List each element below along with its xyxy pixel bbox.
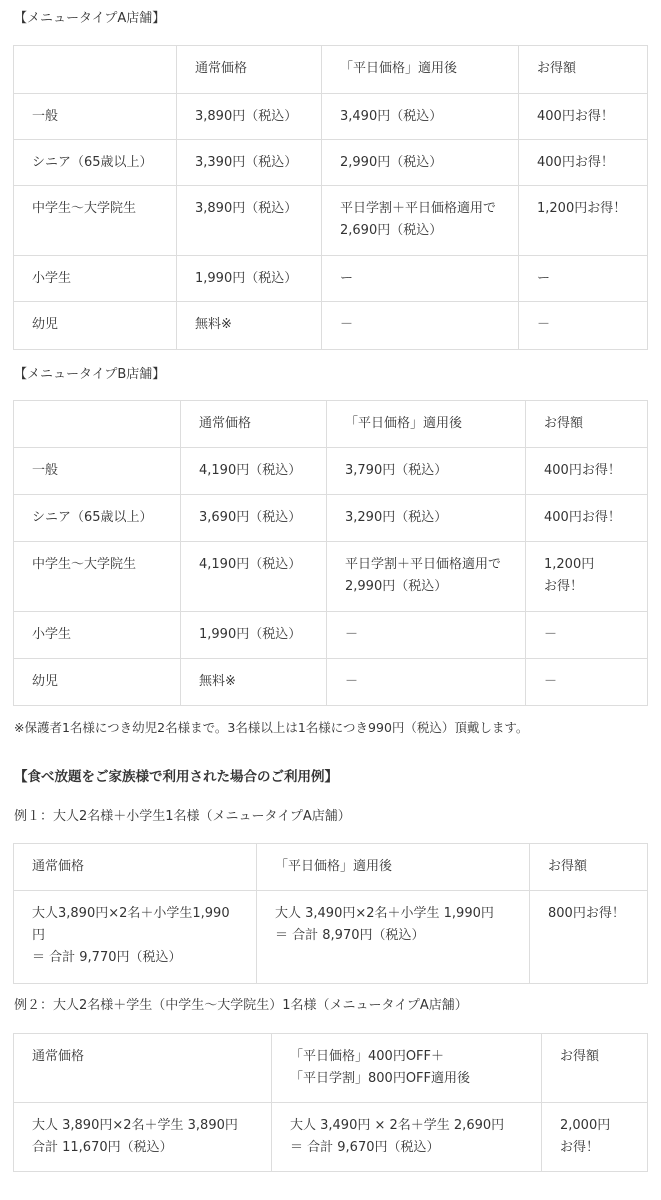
header-cell: 「平日価格」適用後 [257, 844, 530, 891]
family-usage-heading: 【食べ放題をご家族様で利用された場合のご利用例】 [14, 769, 338, 785]
regular-price: 無料※ [177, 302, 322, 350]
table-row [14, 612, 648, 659]
regular-price: 1,990円（税込） [177, 256, 322, 302]
store-a-price-table [13, 45, 648, 350]
saving-amount: 400円お得！ [519, 94, 648, 140]
saving-amount: 400円お得！ [519, 140, 648, 186]
table-row [14, 659, 648, 706]
regular-calculation: 大人 3,890円×2名＋学生 3,890円 合計 11,670円（税込） [14, 1103, 272, 1172]
regular-price: 3,390円（税込） [177, 140, 322, 186]
row-label: 幼児 [14, 659, 181, 706]
table-row [14, 1103, 648, 1172]
store-b-title: 【メニュータイプB店舗】 [14, 367, 166, 382]
table-header-row [14, 844, 648, 891]
table-row [14, 186, 648, 256]
weekday-price: － [322, 302, 519, 350]
regular-price: 無料※ [181, 659, 327, 706]
weekday-price: 平日学割＋平日価格適用で 2,690円（税込） [322, 186, 519, 256]
row-label: 幼児 [14, 302, 177, 350]
header-cell: お得額 [542, 1034, 648, 1103]
table-row [14, 94, 648, 140]
saving-amount: 400円お得！ [526, 448, 648, 495]
row-label: 一般 [14, 94, 177, 140]
example-1-table [13, 843, 648, 984]
regular-price: 3,890円（税込） [177, 94, 322, 140]
table-header-row [14, 46, 648, 94]
header-cell: お得額 [526, 401, 648, 448]
saving-amount: － [519, 302, 648, 350]
example-1-title: 例１：大人2名様＋小学生1名様（メニュータイプA店舗） [14, 809, 351, 824]
weekday-price: 3,790円（税込） [327, 448, 526, 495]
saving-amount: － [526, 659, 648, 706]
store-b-price-table [13, 400, 648, 706]
saving-amount: 400円お得！ [526, 495, 648, 542]
header-cell [14, 46, 177, 94]
regular-price: 1,990円（税込） [181, 612, 327, 659]
regular-price: 4,190円（税込） [181, 448, 327, 495]
row-label: シニア（65歳以上） [14, 495, 181, 542]
regular-calculation: 大人3,890円×2名＋小学生1,990 円 ＝ 合計 9,770円（税込） [14, 891, 257, 984]
saving-amount: 800円お得！ [530, 891, 648, 984]
saving-amount: － [526, 612, 648, 659]
table-row [14, 495, 648, 542]
weekday-price: 平日学割＋平日価格適用で 2,990円（税込） [327, 542, 526, 612]
regular-price: 4,190円（税込） [181, 542, 327, 612]
weekday-calculation: 大人 3,490円 × 2名＋学生 2,690円 ＝ 合計 9,670円（税込） [272, 1103, 542, 1172]
table-row [14, 256, 648, 302]
weekday-price: 3,490円（税込） [322, 94, 519, 140]
saving-amount: 1,200円お得！ [519, 186, 648, 256]
weekday-price: － [327, 659, 526, 706]
table-row [14, 140, 648, 186]
table-row [14, 891, 648, 984]
header-cell [14, 401, 181, 448]
saving-amount: 1,200円 お得！ [526, 542, 648, 612]
header-cell: 通常価格 [181, 401, 327, 448]
table-header-row [14, 1034, 648, 1103]
row-label: シニア（65歳以上） [14, 140, 177, 186]
saving-amount: ー [519, 256, 648, 302]
regular-price: 3,890円（税込） [177, 186, 322, 256]
example-2-table [13, 1033, 648, 1172]
weekday-price: 2,990円（税込） [322, 140, 519, 186]
example-2-title: 例２：大人2名様＋学生（中学生～大学院生）1名様（メニュータイプA店舗） [14, 998, 468, 1013]
header-cell: 通常価格 [14, 1034, 272, 1103]
weekday-price: 3,290円（税込） [327, 495, 526, 542]
weekday-price: ー [322, 256, 519, 302]
table-row [14, 542, 648, 612]
header-cell: 「平日価格」適用後 [322, 46, 519, 94]
weekday-price: － [327, 612, 526, 659]
row-label: 小学生 [14, 612, 181, 659]
header-cell: 通常価格 [177, 46, 322, 94]
table-header-row [14, 401, 648, 448]
row-label: 一般 [14, 448, 181, 495]
header-cell: 通常価格 [14, 844, 257, 891]
saving-amount: 2,000円 お得！ [542, 1103, 648, 1172]
header-cell: お得額 [519, 46, 648, 94]
header-cell: 「平日価格」適用後 [327, 401, 526, 448]
table-row [14, 302, 648, 350]
header-cell: 「平日価格」400円OFF＋ 「平日学割」800円OFF適用後 [272, 1034, 542, 1103]
table-row [14, 448, 648, 495]
weekday-calculation: 大人 3,490円×2名＋小学生 1,990円 ＝ 合計 8,970円（税込） [257, 891, 530, 984]
header-cell: お得額 [530, 844, 648, 891]
regular-price: 3,690円（税込） [181, 495, 327, 542]
row-label: 中学生～大学院生 [14, 186, 177, 256]
infant-note: ※保護者1名様につき幼児2名様まで。3名様以上は1名様につき990円（税込）頂戴します。 [14, 720, 529, 735]
row-label: 小学生 [14, 256, 177, 302]
row-label: 中学生～大学院生 [14, 542, 181, 612]
store-a-title: 【メニュータイプA店舗】 [14, 11, 166, 26]
